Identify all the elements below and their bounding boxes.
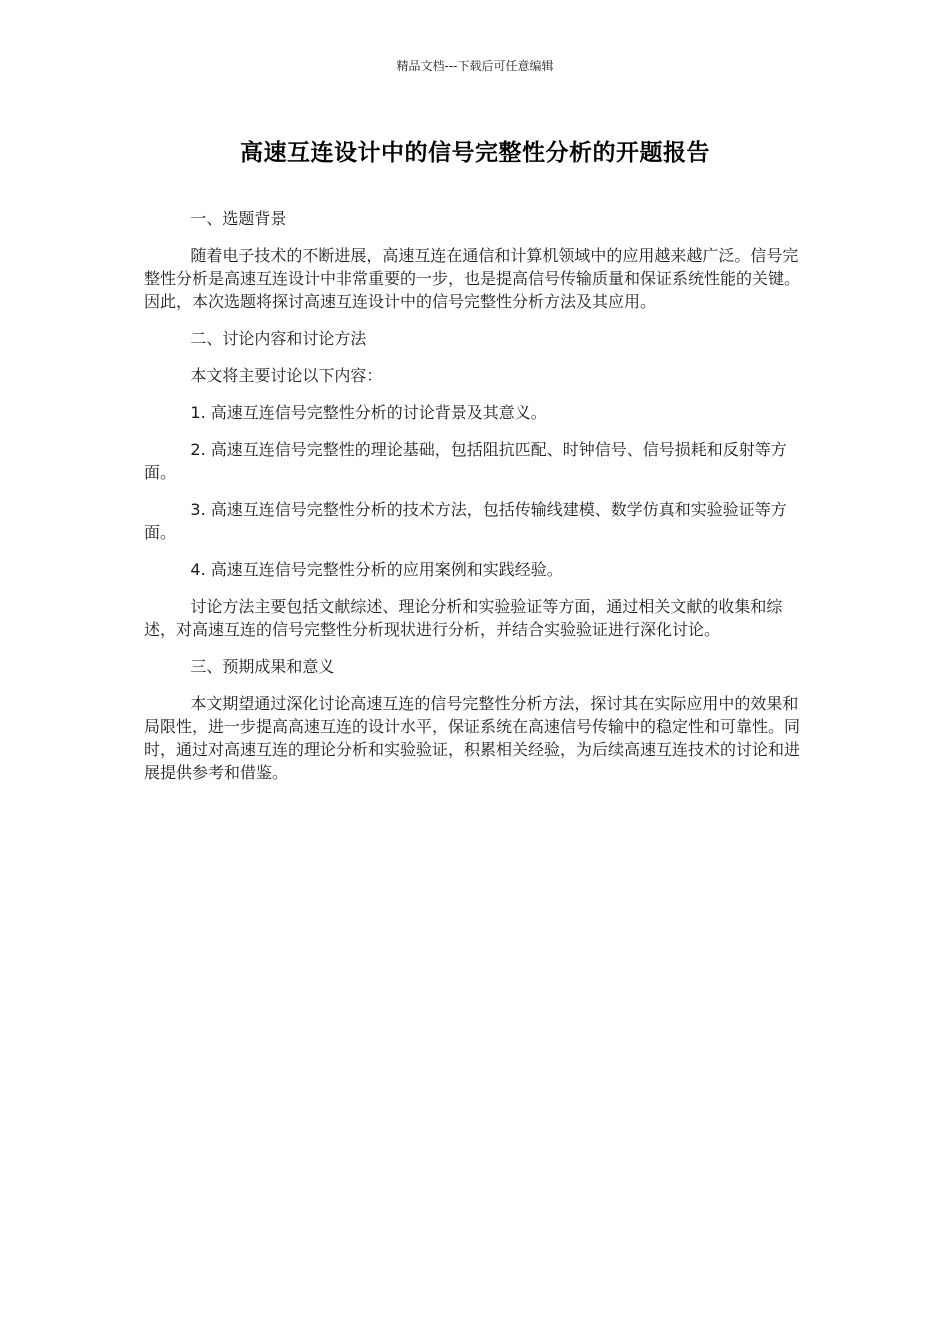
content-list-item-2: 2. 高速互连信号完整性的理论基础，包括阻抗匹配、时钟信号、信号损耗和反射等方面。: [144, 440, 787, 482]
method-paragraph: 讨论方法主要包括文献综述、理论分析和实验验证等方面，通过相关文献的收集和综述，对高速互连的信号完整性分析现状进行分析，并结合实验验证进行深化讨论。: [144, 597, 783, 639]
content-intro: 本文将主要讨论以下内容：: [190, 366, 383, 385]
section-heading-content-method: 二、讨论内容和讨论方法: [190, 329, 367, 348]
content-list-item-3: 3. 高速互连信号完整性分析的技术方法，包括传输线建模、数学仿真和实验验证等方面。: [144, 500, 787, 542]
header-note: 精品文档---下载后可任意编辑: [396, 59, 554, 73]
section-heading-expected-results: 三、预期成果和意义: [190, 657, 335, 676]
background-paragraph: 随着电子技术的不断进展，高速互连在通信和计算机领域中的应用越来越广泛。信号完整性分析是高速互连设计中非常重要的一步，也是提高信号传输质量和保证系统性能的关键。因此，本次选题将探讨高速互连设计中的信号完整性分析方法及其应用。: [144, 246, 801, 311]
expected-results-paragraph: 本文期望通过深化讨论高速互连的信号完整性分析方法，探讨其在实际应用中的效果和局限性，进一步提高高速互连的设计水平，保证系统在高速信号传输中的稳定性和可靠性。同时，通过对高速互连的理论分析和实验验证，积累相关经验，为后续高速互连技术的讨论和进展提供参考和借鉴。: [144, 694, 801, 782]
document-title: 高速互连设计中的信号完整性分析的开题报告: [240, 140, 710, 166]
section-heading-background: 一、选题背景: [190, 209, 287, 228]
content-list-item-4: 4. 高速互连信号完整性分析的应用案例和实践经验。: [190, 560, 563, 579]
document-body: [144, 207, 806, 798]
content-list-item-1: 1. 高速互连信号完整性分析的讨论背景及其意义。: [190, 403, 547, 422]
